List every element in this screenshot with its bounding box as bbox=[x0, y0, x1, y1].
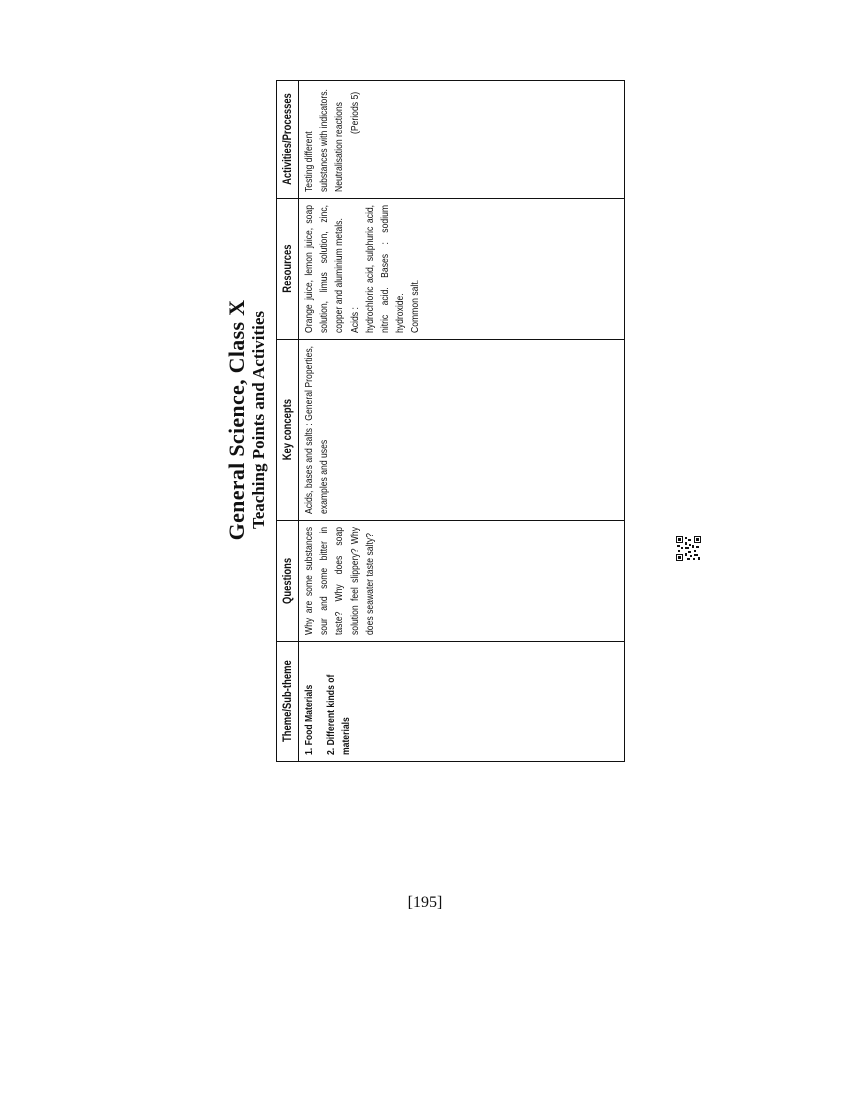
header-key-concepts: Key concepts bbox=[277, 340, 299, 521]
table-header-row bbox=[277, 81, 299, 762]
header-resources: Resources bbox=[277, 199, 299, 340]
theme-item-materials: 2. Different kinds of materials bbox=[325, 674, 353, 755]
page-subtitle: Teaching Points and Activities bbox=[249, 310, 268, 530]
resources-line: Orange juice, lemon juice, soap solution, limus solution, zinc, copper and aluminium metals. bbox=[303, 204, 346, 333]
header-activities: Activities/Processes bbox=[277, 81, 299, 199]
table-row bbox=[299, 81, 625, 762]
teaching-points-table bbox=[276, 80, 625, 762]
resources-line: Common salt. bbox=[409, 279, 422, 333]
resources-line: Acids : bbox=[348, 307, 361, 333]
questions-text: Why are some substances sour and some bitter in taste? Why does soap solution feel slippery? Why does seawater taste salty? bbox=[303, 526, 376, 635]
key-concepts-text: Acids, bases and salts : General Properties, examples and uses bbox=[303, 345, 331, 514]
page-number: [195] bbox=[407, 894, 443, 911]
rotated-page-content bbox=[225, 20, 625, 820]
qr-code-icon bbox=[676, 536, 701, 561]
resources-line: hydrochloric acid, sulphuric acid, nitric acid. Bases : sodium hydroxide. bbox=[363, 204, 407, 333]
cell-questions bbox=[299, 521, 625, 642]
title-block bbox=[225, 20, 269, 820]
cell-activities bbox=[299, 81, 625, 199]
header-questions: Questions bbox=[277, 521, 299, 642]
cell-key-concepts bbox=[299, 340, 625, 521]
activities-periods: (Periods 5) bbox=[348, 91, 361, 134]
activities-text: Testing different substances with indicators. Neutralisation reactions bbox=[303, 89, 346, 192]
theme-item-food: 1. Food Materials bbox=[303, 684, 315, 755]
cell-theme bbox=[299, 642, 625, 762]
cell-resources bbox=[299, 199, 625, 340]
header-theme: Theme/Sub-theme bbox=[277, 642, 299, 762]
page-title: General Science, Class X bbox=[224, 299, 249, 541]
